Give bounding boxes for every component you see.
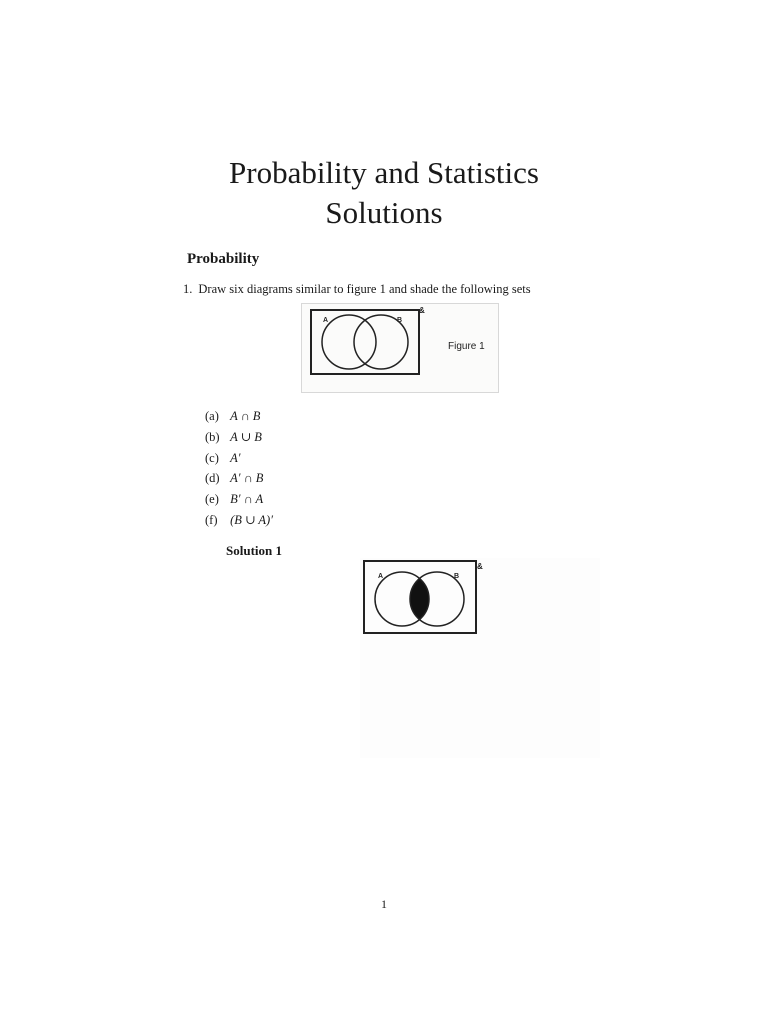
figure-1-venn-diagram <box>301 303 499 393</box>
document-title-line2: Solutions <box>325 195 443 230</box>
page-number: 1 <box>381 897 387 911</box>
part-expression: (B ∪ A)′ <box>230 512 273 527</box>
set-a-label: A <box>323 317 329 324</box>
question-text: Draw six diagrams similar to figure 1 and shade the following sets <box>198 282 531 296</box>
solution-1-svg <box>360 558 600 758</box>
question-number: 1. <box>183 282 193 296</box>
part-expression: B′ ∩ A <box>230 492 264 507</box>
part-f <box>205 510 273 531</box>
part-expression: A ∪ B <box>230 429 262 444</box>
part-d <box>205 468 273 489</box>
set-b-label: B <box>397 317 403 324</box>
solution-1-venn-diagram <box>360 558 600 758</box>
part-expression: A′ <box>230 450 241 465</box>
document-title-line1: Probability and Statistics <box>229 155 539 190</box>
part-expression: A′ ∩ B <box>230 471 264 486</box>
question-1 <box>183 282 531 297</box>
part-label: (f) <box>205 512 218 527</box>
figure-1-svg <box>302 304 498 392</box>
universal-set-symbol: & <box>419 306 425 315</box>
part-a <box>205 406 273 427</box>
part-label: (a) <box>205 409 219 423</box>
section-heading: Probability <box>187 251 260 267</box>
part-label: (b) <box>205 429 220 444</box>
set-b-label: B <box>454 573 460 580</box>
part-label: (e) <box>205 492 219 507</box>
set-a-label: A <box>378 573 384 580</box>
part-b <box>205 427 273 448</box>
parts-list <box>205 406 273 531</box>
universal-set-symbol: & <box>477 562 483 571</box>
part-label: (d) <box>205 471 220 486</box>
part-e <box>205 489 273 510</box>
part-expression: A ∩ B <box>230 409 261 423</box>
part-c <box>205 448 273 469</box>
figure-1-caption: Figure 1 <box>448 341 485 352</box>
set-a-circle <box>322 315 376 369</box>
solution-heading: Solution 1 <box>226 543 282 558</box>
part-label: (c) <box>205 450 219 465</box>
